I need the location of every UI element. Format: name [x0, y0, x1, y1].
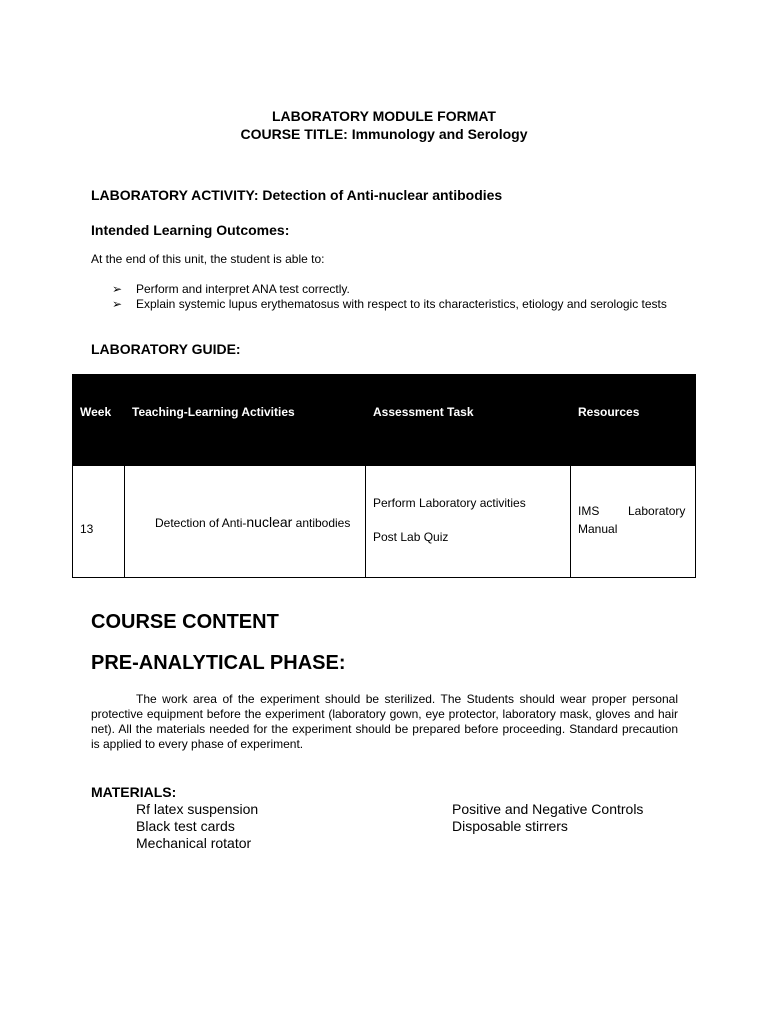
material-item: Rf latex suspension: [136, 801, 259, 817]
column-header-week: Week: [80, 405, 112, 419]
ilo-item: Perform and interpret ANA test correctly.: [136, 282, 350, 296]
column-divider: [570, 466, 571, 578]
ilo-item: Explain systemic lupus erythematosus with respect to its characteristics, etiology and serologic tests: [136, 297, 667, 311]
column-header-resources: Resources: [578, 405, 640, 419]
cell-assessment-2: Post Lab Quiz: [373, 530, 449, 544]
course-content-heading: COURSE CONTENT: [91, 611, 279, 633]
table-header-row: [72, 374, 696, 466]
column-divider: [124, 466, 125, 578]
materials-heading: MATERIALS:: [91, 784, 177, 800]
material-item: Positive and Negative Controls: [452, 801, 644, 817]
material-item: Mechanical rotator: [136, 835, 252, 851]
bullet-icon: ➢: [112, 297, 123, 311]
module-format-title: LABORATORY MODULE FORMAT: [272, 108, 496, 124]
ilo-intro: At the end of this unit, the student is able to:: [91, 252, 325, 266]
cell-resource-line2: Manual: [578, 522, 618, 536]
pre-analytical-heading: PRE-ANALYTICAL PHASE:: [91, 652, 346, 674]
ilo-heading: Intended Learning Outcomes:: [91, 222, 290, 238]
cell-week: 13: [80, 522, 94, 536]
cell-resource-word: IMS: [578, 504, 600, 518]
cell-assessment-1: Perform Laboratory activities: [373, 496, 526, 510]
guide-heading: LABORATORY GUIDE:: [91, 341, 241, 357]
cell-activity: Detection of Anti-nuclear antibodies: [155, 514, 351, 530]
column-header-assessment: Assessment Task: [373, 405, 474, 419]
course-title: COURSE TITLE: Immunology and Serology: [240, 126, 528, 142]
material-item: Disposable stirrers: [452, 818, 568, 834]
column-header-activities: Teaching-Learning Activities: [132, 405, 295, 419]
cell-resource-word: Laboratory: [628, 504, 686, 518]
laboratory-activity: LABORATORY ACTIVITY: Detection of Anti-nuclear antibodies: [91, 187, 503, 203]
pre-analytical-paragraph: The work area of the experiment should be sterilized. The Students should wear proper personal protective equipment before the experiment (laboratory gown, eye protector, laboratory mask, gloves and hair net). All the materials needed for the experiment should be prepared before proceeding. Standard precaution is applied to every phase of experiment.: [91, 692, 678, 751]
column-divider: [365, 466, 366, 578]
bullet-icon: ➢: [112, 282, 123, 296]
material-item: Black test cards: [136, 818, 235, 834]
